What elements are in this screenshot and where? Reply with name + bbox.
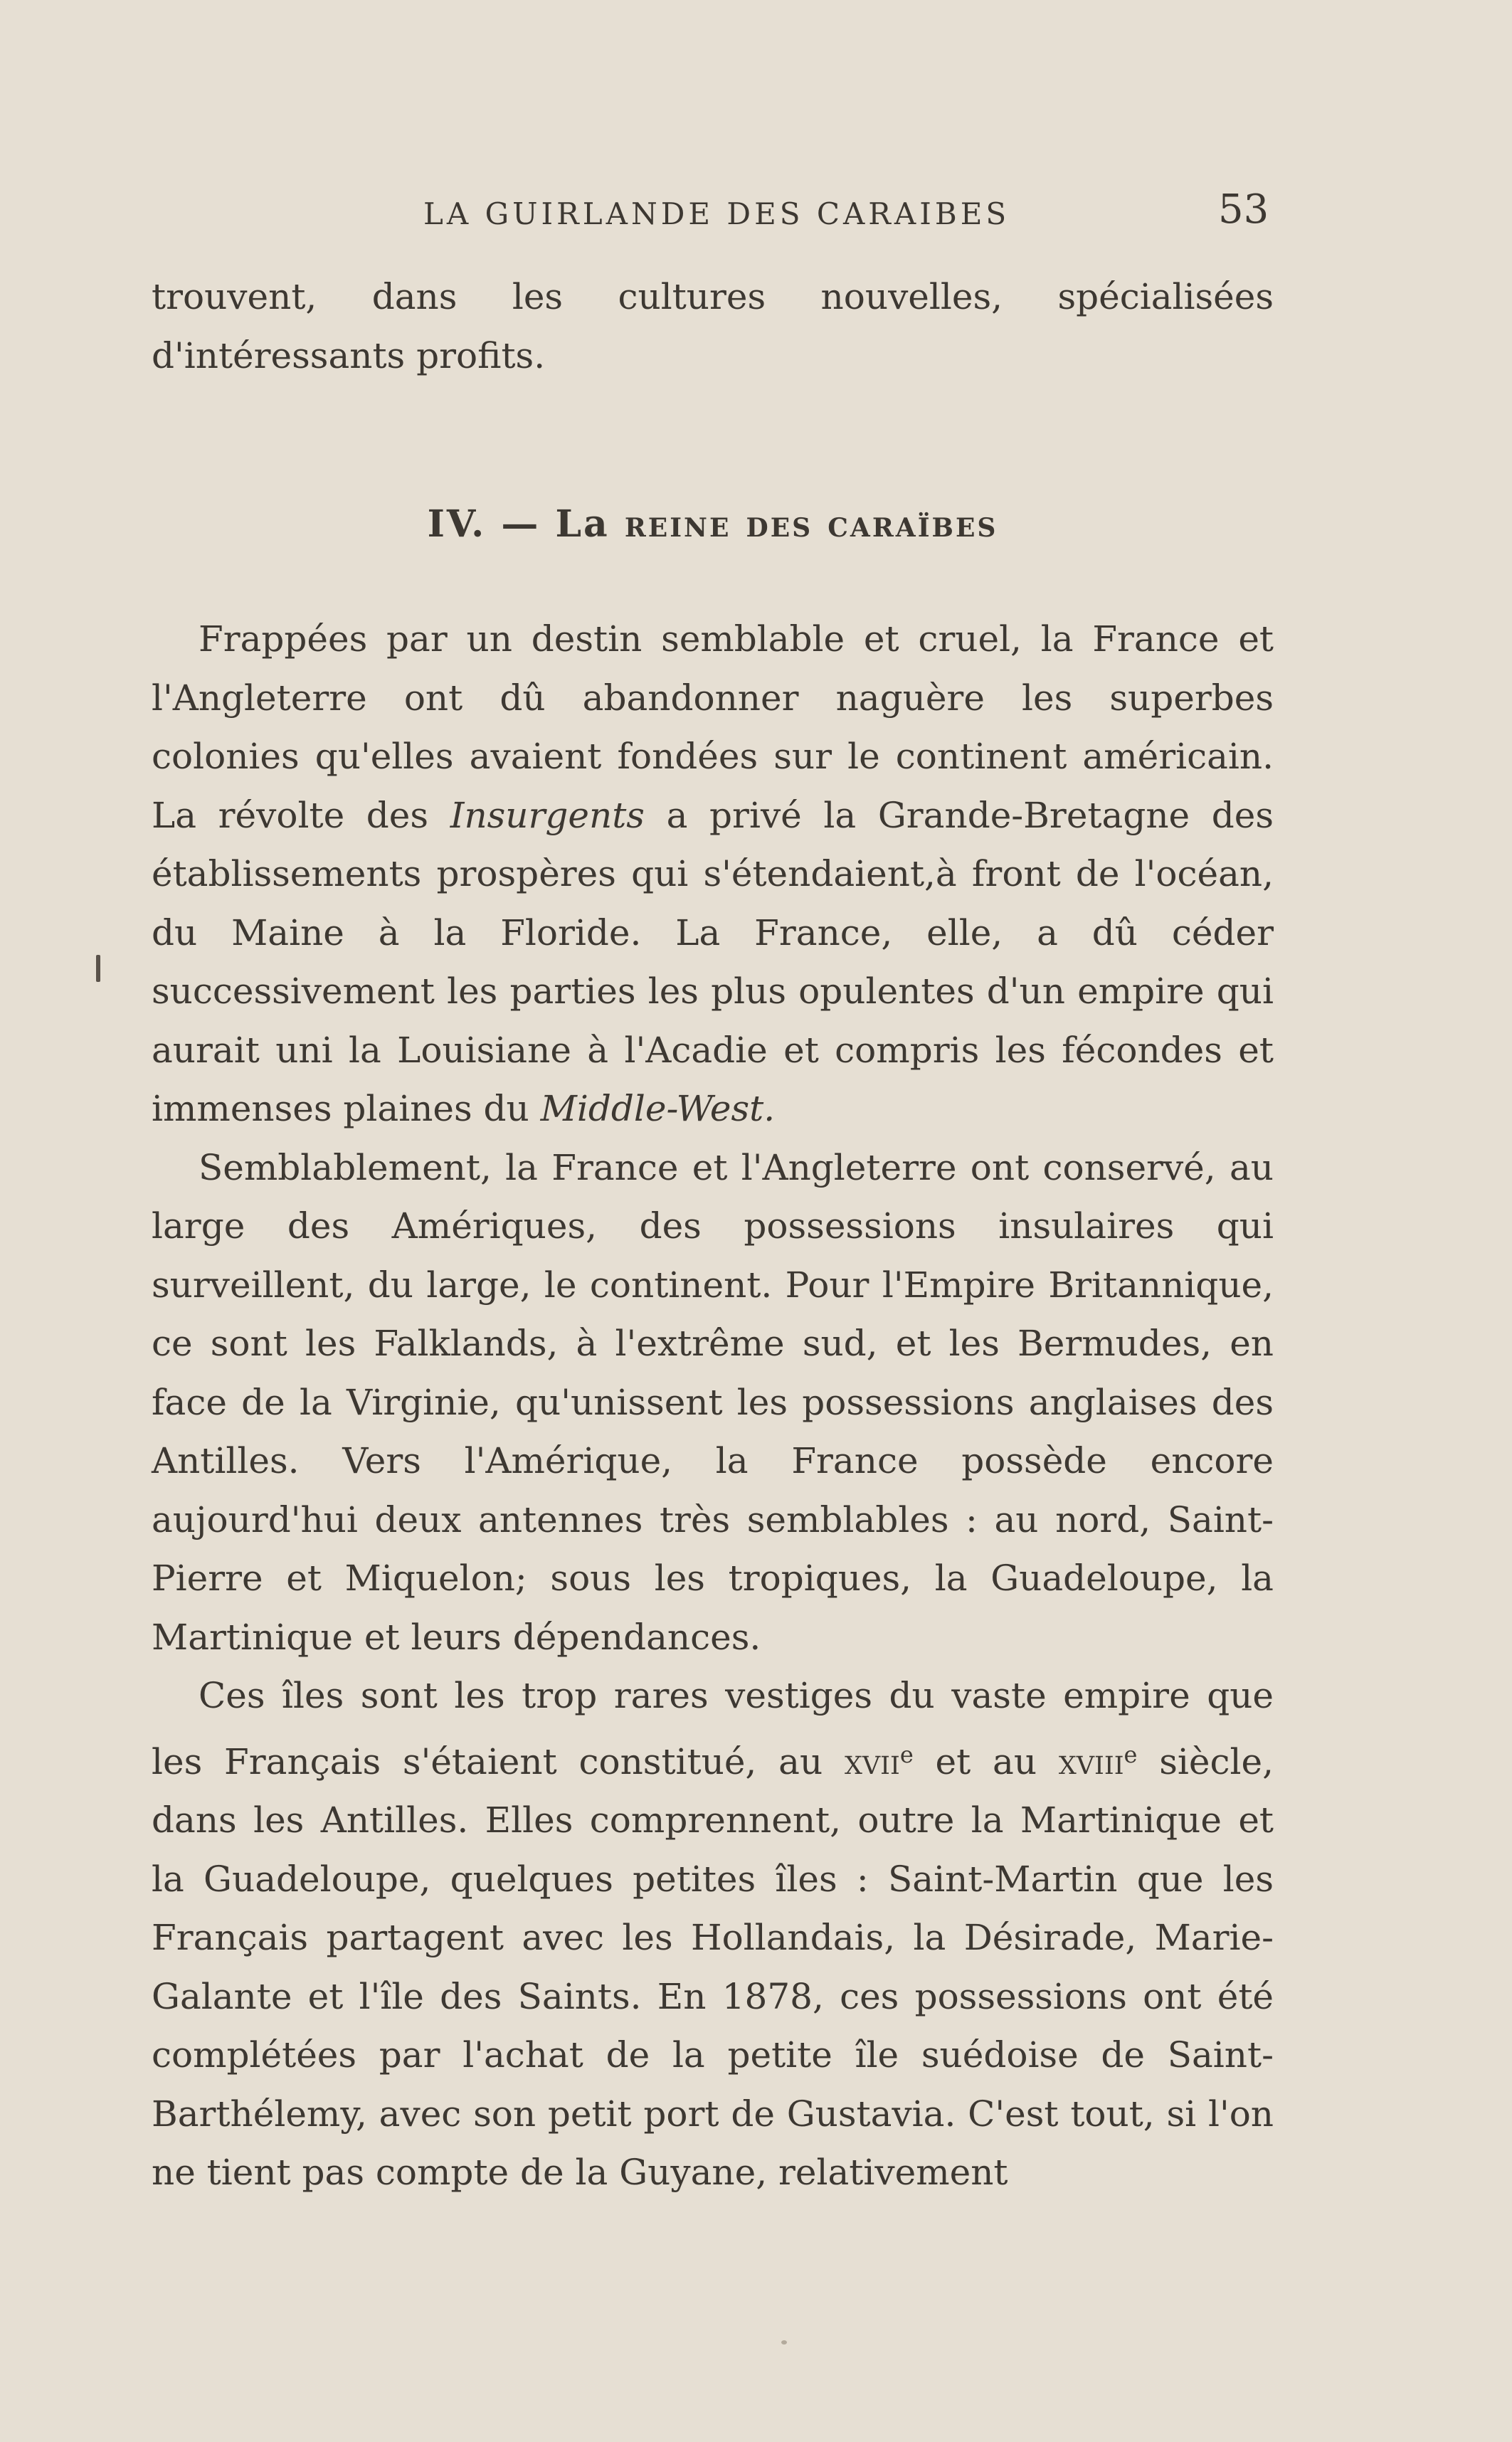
continuation-paragraph: trouvent, dans les cultures nouvelles, spécialisées d'intéressants profits. <box>152 276 1274 376</box>
paragraph-2: Semblablement, la France et l'Angleterre ont conservé, au large des Amériques, des possessions insulaires qui surveillent, du large, le continent. Pour l'Empire Britannique, ce sont les Falklands, à l'extrême sud, et les Bermudes, en face de la Virginie, qu'unissent les possessions anglaises des Antilles. Vers l'Amérique, la France possède encore aujourd'hui deux antennes très semblables : au nord, Saint-Pierre et Miquelon; sous les tropiques, la Guadeloupe, la Martinique et leurs dépendances. <box>152 1146 1274 1658</box>
paragraph-3 <box>152 1666 1274 2202</box>
paragraph-1-part-1: Frappées par un destin semblable et cruel, la France et l'Angleterre ont dû abandonner naguère les superbes colonies qu'elles avaient fondées sur le continent américain. La révolte des <box>152 618 1274 836</box>
superscript-e-1: e <box>899 1740 914 1768</box>
section-numeral: IV. — <box>427 502 541 546</box>
paragraph-1-part-2: a privé la Grande-Bretagne des établissements prospères qui s'étendaient,à front de l'océan, du Maine à la Floride. La France, elle, a dû céder successivement les parties les plus opulentes d'un empire qui aurait uni la Louisiane à l'Acadie et compris les fécondes et immenses plaines du <box>152 794 1274 1129</box>
italic-middle-west: Middle-West. <box>540 1088 776 1129</box>
century-18: xviii <box>1058 1740 1124 1782</box>
superscript-e-2: e <box>1124 1740 1138 1768</box>
margin-mark <box>96 955 100 982</box>
paragraph-3-part-2: et au <box>913 1740 1059 1782</box>
running-head <box>0 186 1512 236</box>
section-heading <box>152 385 1274 610</box>
running-title: LA GUIRLANDE DES CARAIBES <box>423 196 1010 231</box>
page-number: 53 <box>1218 186 1269 233</box>
paragraph-3-part-1: Ces îles sont les trop rares vestiges du vaste empire que les Français s'étaient constitué, au <box>152 1675 1274 1782</box>
body-text <box>152 268 1274 2202</box>
paragraph-3-part-3: siècle, dans les Antilles. Elles comprennent, outre la Martinique et la Guadeloupe, quelques petites îles : Saint-Martin que les Français partagent avec les Hollandais, la Désirade, Marie-Galante et l'île des Saints. En 1878, ces possessions ont été complétées par l'achat de la petite île suédoise de Saint-Barthélemy, avec son petit port de Gustavia. C'est tout, si l'on ne tient pas compte de la Guyane, relativement <box>152 1740 1274 2193</box>
century-17: xvii <box>844 1740 900 1782</box>
section-title-start: La <box>555 502 610 546</box>
paper-speck <box>781 2340 787 2345</box>
section-title-rest: reine des caraïbes <box>624 502 998 546</box>
paragraph-1 <box>152 610 1274 1138</box>
italic-insurgents: Insurgents <box>450 794 645 836</box>
